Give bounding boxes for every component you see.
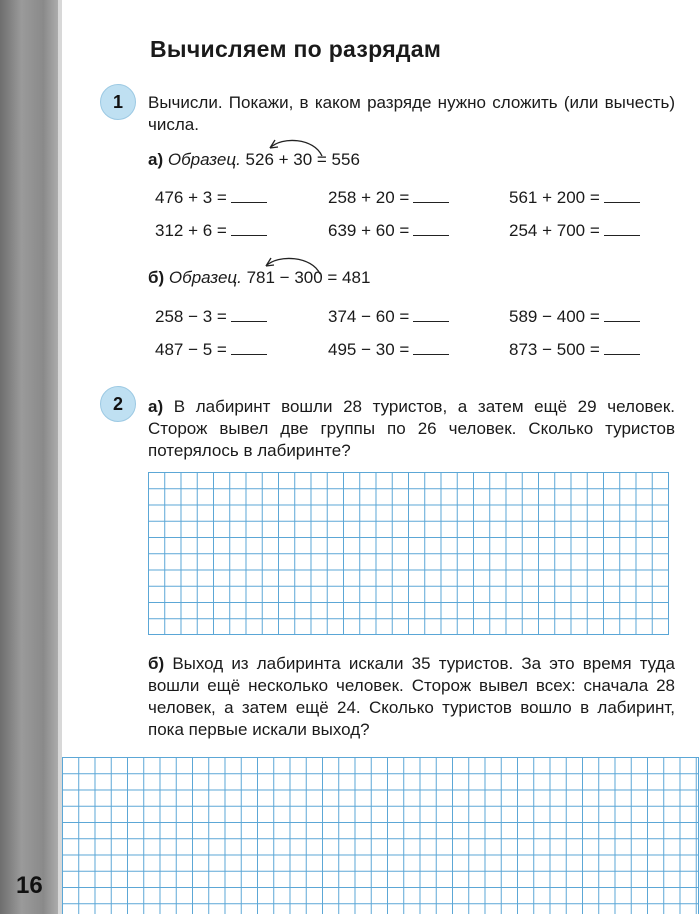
task-1b-exercise[interactable]: 258 − 3 = <box>155 307 267 327</box>
task-1b-example-expression: 781 − 300 = 481 <box>246 268 371 287</box>
task-1b-example-word: Образец. <box>168 268 242 287</box>
task-1a-exercise[interactable]: 639 + 60 = <box>328 221 449 241</box>
task-2a-text <box>148 396 675 462</box>
task-2b-label: б) <box>148 654 165 673</box>
task-1b-exercise[interactable]: 589 − 400 = <box>509 307 640 327</box>
task-2b-text <box>148 653 675 741</box>
task-1b-example-arrow <box>256 252 328 276</box>
task-1a-exercise[interactable]: 476 + 3 = <box>155 188 267 208</box>
book-spine <box>0 0 62 914</box>
task-2a-body: В лабиринт вошли 28 туристов, а затем ещё 29 человек. Сторож вывел две группы по 26 человек. Сколько туристов потерялось в лабиринте? <box>148 397 675 460</box>
task-1a-label: а) <box>148 150 164 169</box>
task-2b-body: Выход из лабиринта искали 35 туристов. За это время туда вошли ещё несколько человек. Сторож вывел всех: сначала 28 человек, а затем ещё 24. Сколько туристов вошло в лабиринт, пока первые искали выход? <box>148 654 675 739</box>
task-1a-example-arrow <box>262 134 332 158</box>
task-1b-row-1 <box>150 307 670 331</box>
task-1a-row-2 <box>150 221 670 245</box>
task-1-instruction: Вычисли. Покажи, в каком разряде нужно сложить (или вычесть) числа. <box>148 93 675 134</box>
task-1b-exercise[interactable]: 487 − 5 = <box>155 340 267 360</box>
page-title: Вычисляем по разрядам <box>150 36 442 62</box>
task-1b-row-2 <box>150 340 670 364</box>
task-1b-exercise[interactable]: 873 − 500 = <box>509 340 640 360</box>
task-1b-exercise[interactable]: 495 − 30 = <box>328 340 449 360</box>
task-1-badge: 1 <box>100 84 136 120</box>
task-1a-exercise[interactable]: 561 + 200 = <box>509 188 640 208</box>
task-1a-example-word: Образец. <box>167 150 241 169</box>
task-2a-label: а) <box>148 397 164 416</box>
page-number: 16 <box>16 872 43 899</box>
task-1a-row-1 <box>150 188 670 212</box>
task-2-badge: 2 <box>100 386 136 422</box>
task-1a-example-expression: 526 + 30 = 556 <box>245 150 360 169</box>
task-1b-label: б) <box>148 268 165 287</box>
task-2b-answer-grid[interactable] <box>62 757 699 914</box>
task-1a-exercise[interactable]: 258 + 20 = <box>328 188 449 208</box>
task-1a-exercise[interactable]: 312 + 6 = <box>155 221 267 241</box>
task-2a-answer-grid[interactable] <box>148 472 669 635</box>
task-1b-exercise[interactable]: 374 − 60 = <box>328 307 449 327</box>
task-1a-exercise[interactable]: 254 + 700 = <box>509 221 640 241</box>
